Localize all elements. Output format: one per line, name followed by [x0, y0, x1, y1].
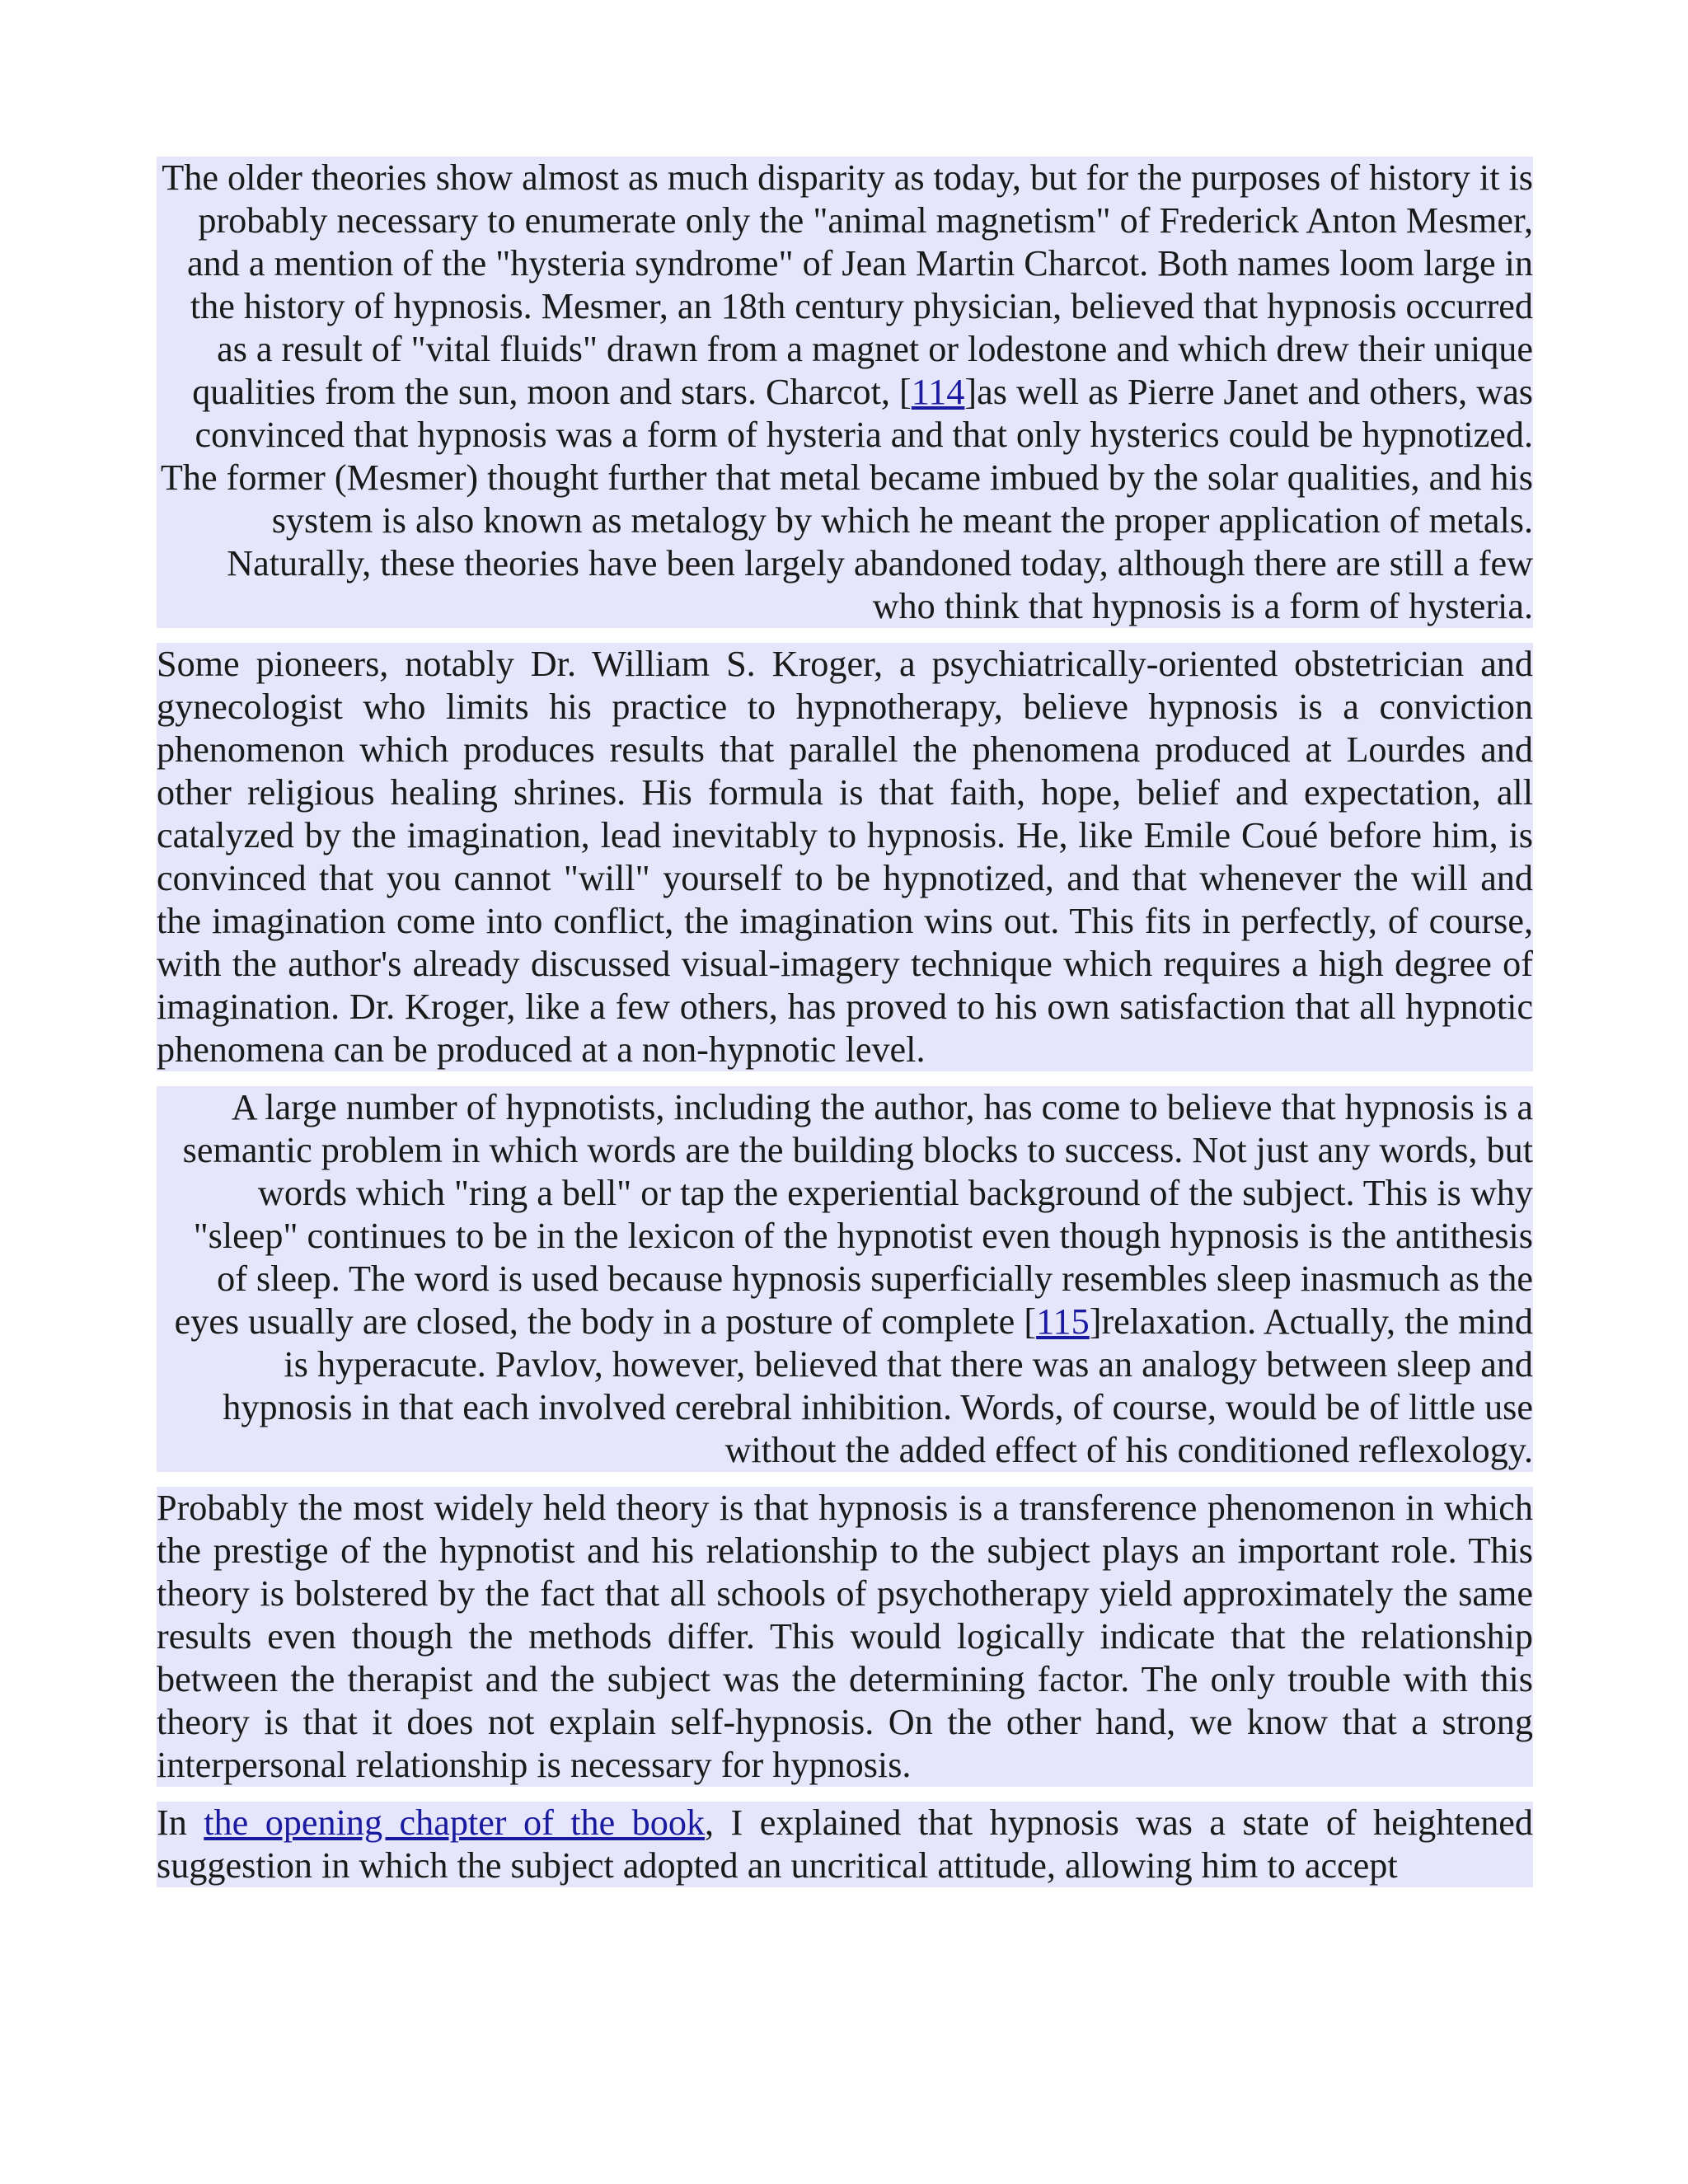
- page-ref-close-bracket: ]: [964, 372, 978, 412]
- page-ref-open-bracket: [: [899, 372, 912, 412]
- paragraph-text: A large number of hypnotists, including the author, has come to believe that hypnosis is a semantic problem in which words are the building blocks to success. Not just any words, but words which "ring a bell" or tap the experiential background of the subject. This is why "sleep" continues to be in the lexicon of the hypnotist even though hypnosis is the antithesis of sleep. The word is used because hypnosis superficially resembles sleep inasmuch as the eyes usually are closed, the body in a posture of complete: [174, 1087, 1533, 1342]
- page-content: [157, 157, 1533, 1887]
- paragraph-text: , I explained that hypnosis was a state of heightened suggestion in which the subject adopted an uncritical attitude, allowing him to accept: [157, 1802, 1533, 1886]
- paragraph-conviction-phenomenon: Some pioneers, notably Dr. William S. Kroger, a psychiatrically-oriented obstetrician and gynecologist who limits his practice to hypnotherapy, believe hypnosis is a conviction phenomenon which produces results that parallel the phenomena produced at Lourdes and other religious healing shrines. His formula is that faith, hope, belief and expectation, all catalyzed by the imagination, lead inevitably to hypnosis. He, like Emile Coué before him, is convinced that you cannot "will" yourself to be hypnotized, and that whenever the will and the imagination come into conflict, the imagination wins out. This fits in perfectly, of course, with the author's already discussed visual-imagery technique which requires a high degree of imagination. Dr. Kroger, like a few others, has proved to his own satisfaction that all hypnotic phenomena can be produced at a non-hypnotic level.: [157, 644, 1533, 1070]
- paragraph-text: as well as Pierre Janet and others, was convinced that hypnosis was a form of hysteria and that only hysterics could be hypnotized. The former (Mesmer) thought further that metal became imbued by the solar qualities, and his system is also known as metalogy by which he meant the proper application of metals. Naturally, these theories have been largely abandoned today, although there are still a few who think that hypnosis is a form of hysteria.: [160, 372, 1533, 626]
- page-114-link[interactable]: 114: [911, 372, 965, 412]
- opening-chapter-link[interactable]: the opening chapter of the book: [204, 1802, 706, 1843]
- paragraph-transference-theory: Probably the most widely held theory is that hypnosis is a transference phenomenon in which the prestige of the hypnotist and his relationship to the subject plays an important role. This theory is bolstered by the fact that all schools of psychotherapy yield approximately the same results even though the methods differ. This would logically indicate that the relationship between the therapist and the subject was the determining factor. The only trouble with this theory is that it does not explain self-hypnosis. On the other hand, we know that a strong interpersonal relationship is necessary for hypnosis.: [157, 1488, 1533, 1785]
- paragraph-text: The older theories show almost as much disparity as today, but for the purposes of history it is probably necessary to enumerate only the "animal magnetism" of Frederick Anton Mesmer, and a mention of the "hysteria syndrome" of Jean Martin Charcot. Both names loom large in the history of hypnosis. Mesmer, an 18th century physician, believed that hypnosis occurred as a result of "vital fluids" drawn from a magnet or lodestone and which drew their unique qualities from the sun, moon and stars. Charcot,: [162, 157, 1533, 412]
- paragraph-semantic-problem: [157, 1086, 1533, 1472]
- paragraph-heightened-suggestion: [157, 1802, 1533, 1887]
- paragraph-text: relaxation. Actually, the mind is hyperacute. Pavlov, however, believed that there was an analogy between sleep and hypnosis in that each involved cerebral inhibition. Words, of course, would be of little use without the added effect of his conditioned reflexology.: [223, 1301, 1533, 1470]
- page-115-link[interactable]: 115: [1036, 1301, 1090, 1342]
- paragraph-older-theories: [157, 157, 1533, 628]
- page-ref-open-bracket: [: [1024, 1301, 1037, 1342]
- page-ref-close-bracket: ]: [1089, 1301, 1102, 1342]
- paragraph-text: In: [157, 1802, 204, 1843]
